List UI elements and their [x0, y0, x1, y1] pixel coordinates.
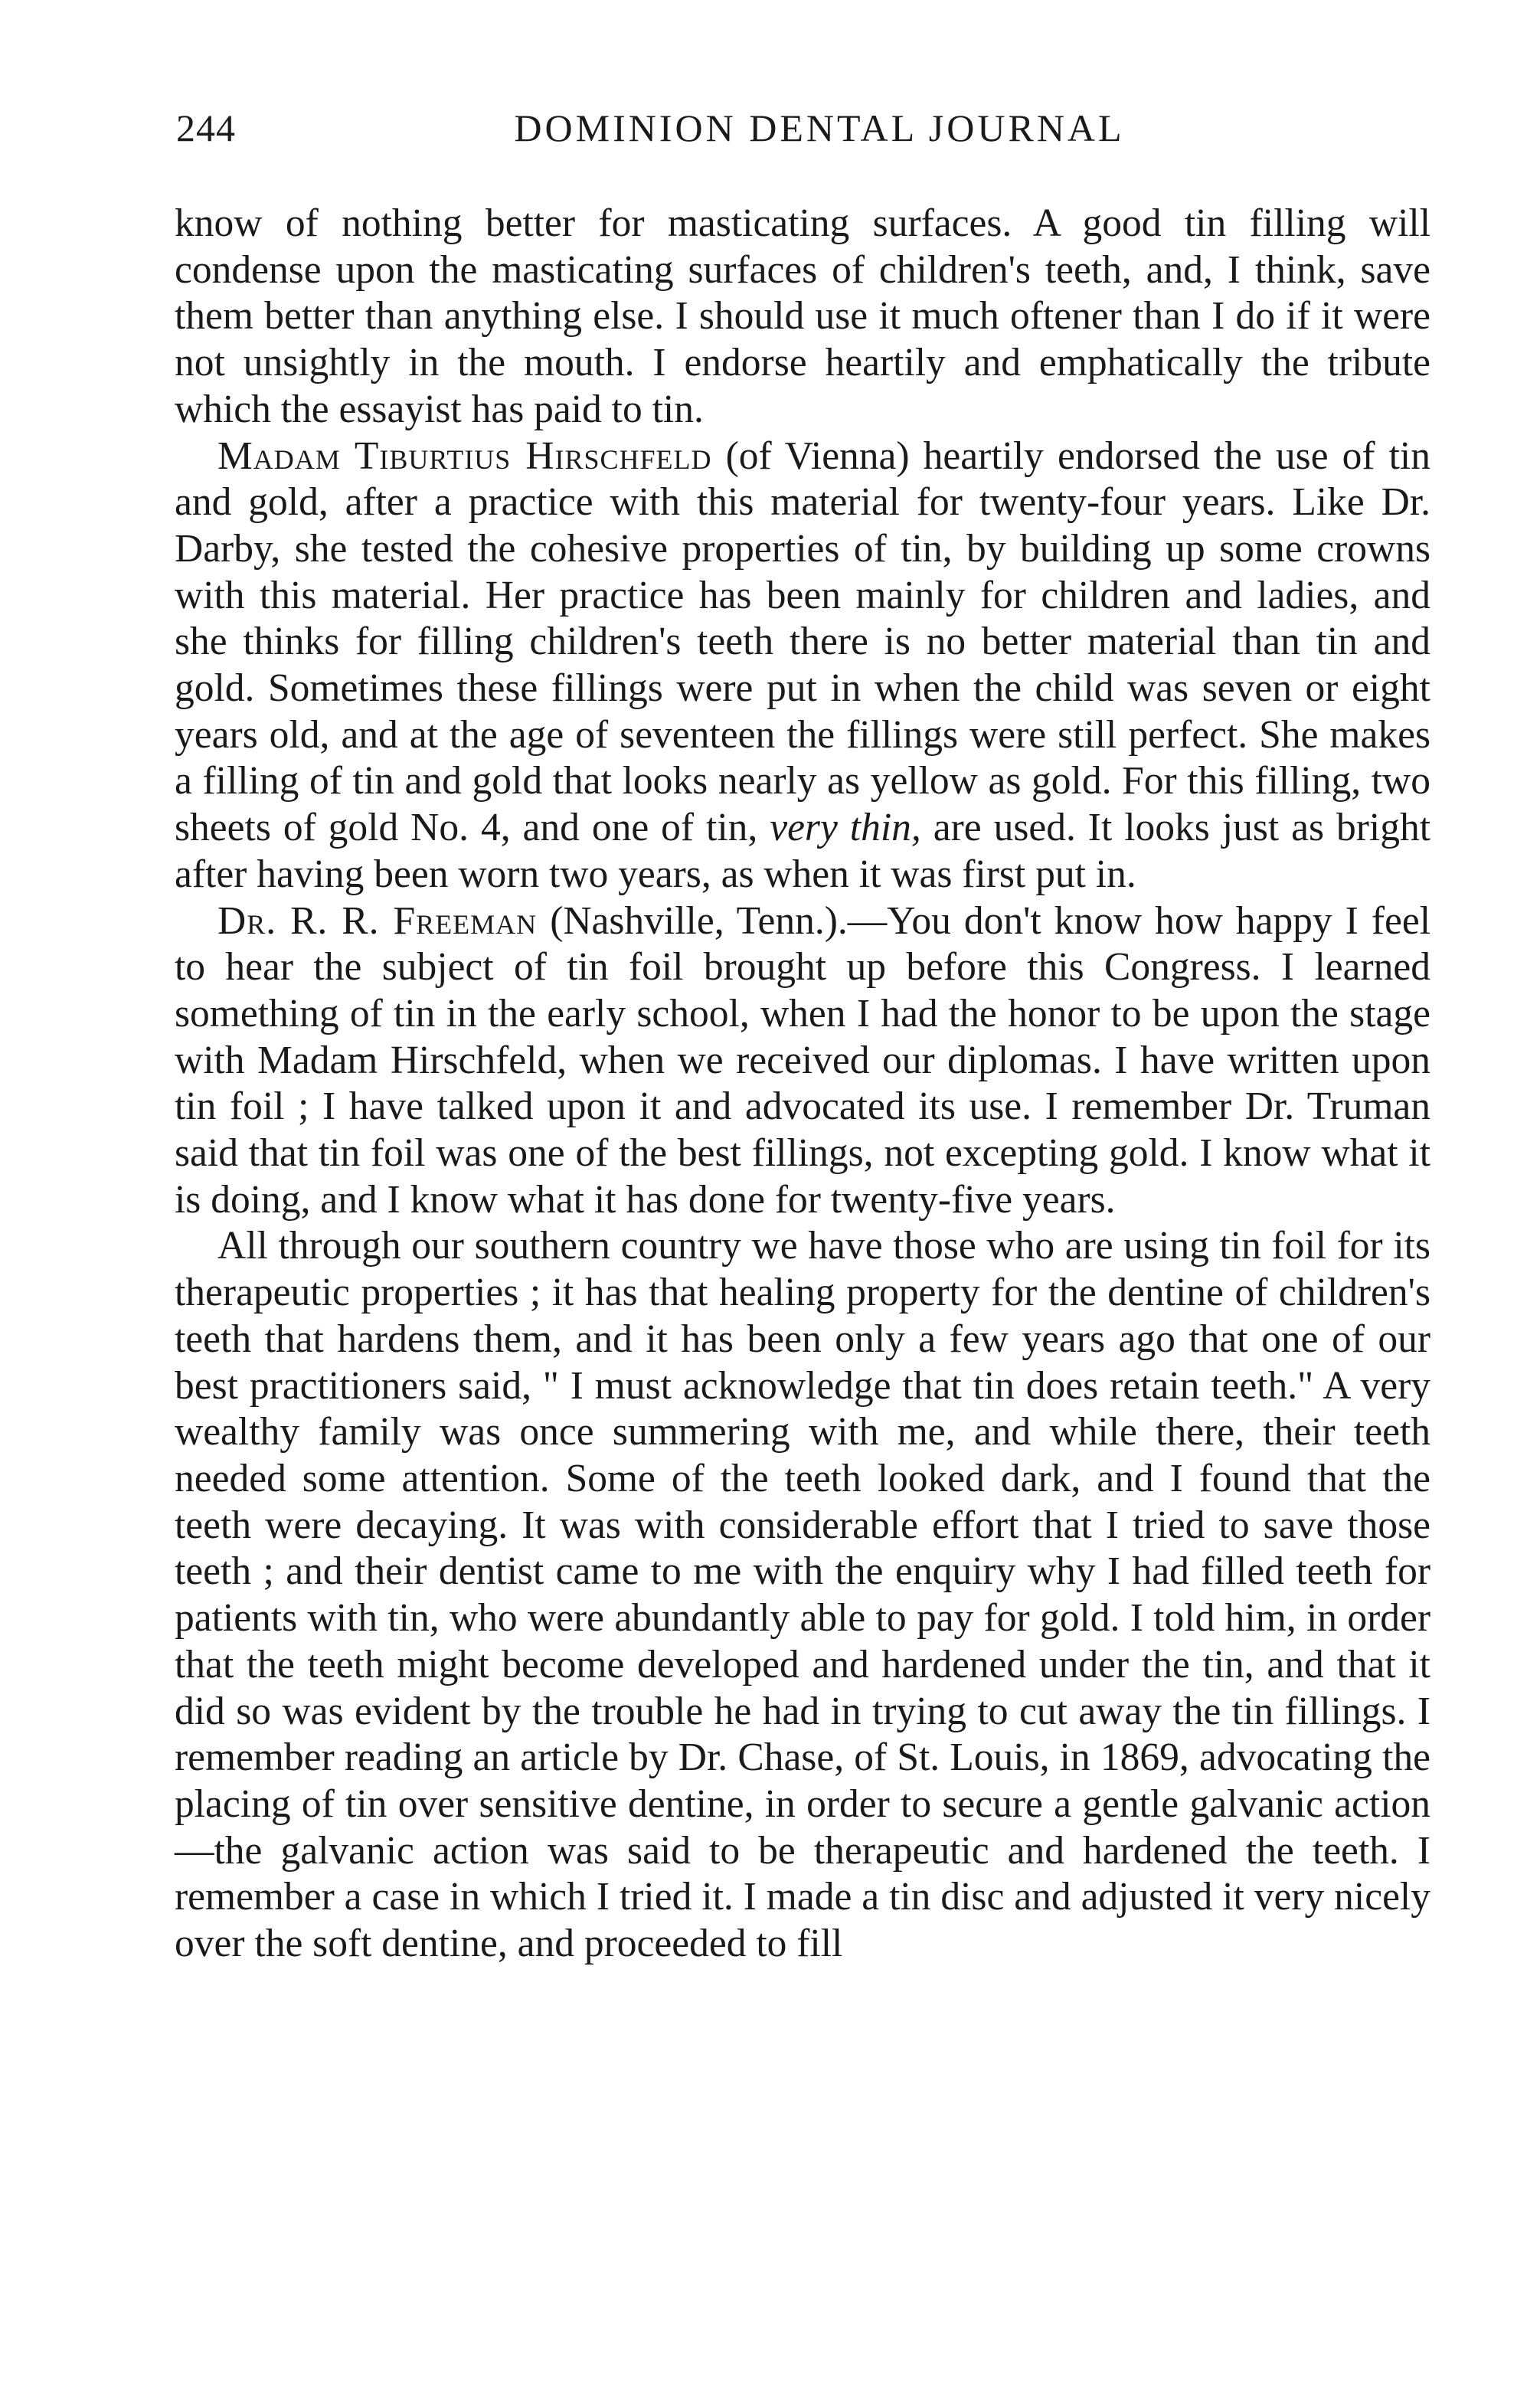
article-body: [175, 201, 1430, 1968]
running-head: DOMINION DENTAL JOURNAL: [514, 106, 1125, 149]
italic-phrase: very thin,: [770, 806, 921, 850]
speaker-name: Dr. R. R. Freeman: [217, 898, 538, 943]
paragraph-text: (Nashville, Tenn.).—You don't know how happy I feel to hear the subject of tin foil brought up before this Congress. I learned something of tin in the early school, when I had the honor to be upon the stage with Madam Hirschfeld, when we received our diplomas. I have written upon tin foil ; I have talked upon it and advocated its use. I remember Dr. Truman said that tin foil was one of the best fillings, not excepting gold. I know what it is doing, and I know what it has done for twenty-five years.: [175, 898, 1431, 1222]
page-header: [176, 106, 1432, 167]
page-number: 244: [176, 106, 236, 149]
paragraph-continuation: know of nothing better for masticating surfaces. A good tin filling will condense upon the masticating surfaces of children's teeth, and, I think, save them better than anything else. I should use it much oftener than I do if it were not unsightly in the mouth. I endorse heartily and emphatically the tribute which the essayist has paid to tin.: [175, 201, 1430, 431]
speaker-name: Madam Tiburtius Hirschfeld: [217, 433, 712, 478]
paragraph-hirschfeld: [175, 433, 1430, 898]
paragraph-freeman: [175, 898, 1430, 1224]
paragraph-text: are used. It looks just as bright after having been worn two years, as when it was first put in.: [175, 806, 1431, 896]
paragraph-text: (of Vienna) heartily endorsed the use of tin and gold, after a practice with this material for twenty-four years. Like Dr. Darby, she tested the cohesive properties of tin, by building up some crowns with this material. Her practice has been mainly for children and ladies, and she thinks for filling children's teeth there is no better material than tin and gold. Sometimes these fillings were put in when the child was seven or eight years old, and at the age of seventeen the fillings were still perfect. She makes a filling of tin and gold that looks nearly as yellow as gold. For this filling, two sheets of gold No. 4, and one of tin,: [175, 433, 1430, 850]
paragraph-southern-country: All through our southern country we have those who are using tin foil for its therapeutic properties ; it has that healing property for the dentine of children's teeth that hardens them, and it has been only a few years ago that one of our best practitioners said, " I must acknowledge that tin does retain teeth." A very wealthy family was once summering with me, and while there, their teeth needed some attention. Some of the teeth looked dark, and I found that the teeth were decaying. It was with considerable effort that I tried to save those teeth ; and their dentist came to me with the enquiry why I had filled teeth for patients with tin, who were abundantly able to pay for gold. I told him, in order that the teeth might become developed and hardened under the tin, and that it did so was evident by the trouble he had in trying to cut away the tin fillings. I remember reading an article by Dr. Chase, of St. Louis, in 1869, advocating the placing of tin over sensitive dentine, in order to secure a gentle galvanic action—the galvanic action was said to be therapeutic and hardened the teeth. I remember a case in which I tried it. I made a tin disc and adjusted it very nicely over the soft dentine, and proceeded to fill: [175, 1224, 1430, 1966]
